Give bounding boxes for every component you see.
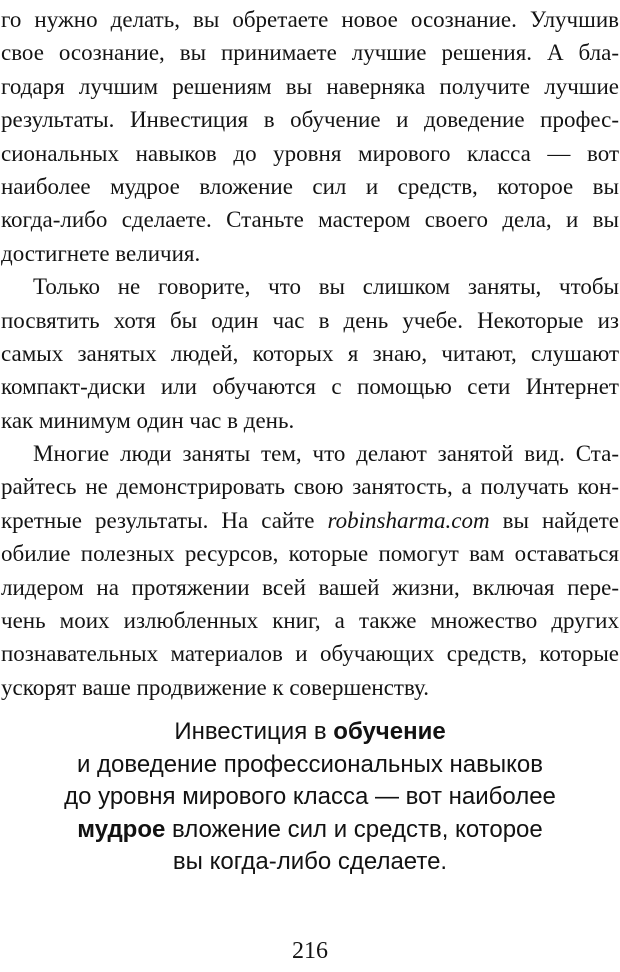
text-line bbox=[1, 237, 619, 270]
text-line bbox=[1, 370, 619, 403]
text-segment: и доведение профессиональных навыков bbox=[76, 750, 544, 778]
text-segment: обучение bbox=[333, 718, 446, 745]
text-segment: лидером на протяжении всей вашей жизни, включая пере- bbox=[1, 574, 619, 600]
text-segment: наиболее мудрое вложение сил и средств, которое вы bbox=[1, 173, 619, 199]
text-segment: когда-либо сделаете. Станьте мастером своего дела, и вы bbox=[1, 207, 619, 233]
text-segment: Инвестиция в bbox=[174, 718, 334, 745]
text-line bbox=[1, 470, 619, 503]
text-segment: компакт-диски или обучаются с помощью сети Интернет bbox=[1, 374, 619, 400]
text-segment: вы когда-либо сделаете. bbox=[172, 848, 448, 876]
text-line bbox=[1, 137, 619, 170]
body-paragraph bbox=[1, 3, 619, 270]
text-segment: вложение сил и средств, которое bbox=[165, 815, 543, 843]
text-segment: райтесь не демонстрировать свою занятость, а получать кон- bbox=[1, 474, 619, 500]
text-line bbox=[1, 604, 619, 637]
text-segment: как минимум один час в день. bbox=[1, 407, 295, 433]
text-line bbox=[1, 170, 619, 203]
pullquote-line bbox=[0, 846, 620, 879]
text-line bbox=[1, 671, 619, 704]
text-line bbox=[1, 36, 619, 69]
text-line bbox=[1, 637, 619, 670]
body-paragraph bbox=[1, 437, 619, 704]
page-number: 216 bbox=[292, 938, 328, 964]
text-line bbox=[1, 304, 619, 337]
text-segment: вы найдете bbox=[489, 507, 619, 533]
text-segment: обилие полезных ресурсов, которые помогут вам оставаться bbox=[1, 541, 619, 567]
text-segment: до уровня мирового класса — вот наиболее bbox=[64, 783, 556, 811]
text-segment: мудрое bbox=[77, 815, 166, 843]
text-segment: посвятить хотя бы один час в день учебе. Некоторые из bbox=[1, 307, 619, 333]
pullquote-line bbox=[0, 781, 620, 814]
text-segment: сиональных навыков до уровня мирового класса — вот bbox=[1, 140, 619, 166]
text-line bbox=[1, 504, 619, 537]
text-segment: ускорят ваше продвижение к совершенству. bbox=[1, 674, 429, 700]
text-segment: Только не говорите, что вы слишком заняты, чтобы bbox=[33, 274, 619, 300]
text-line bbox=[1, 203, 619, 236]
text-line bbox=[1, 103, 619, 136]
pullquote-line bbox=[0, 749, 620, 782]
text-line bbox=[1, 537, 619, 570]
text-segment: Многие люди заняты тем, что делают занятой вид. Ста- bbox=[33, 441, 619, 467]
text-segment: чень моих излюбленных книг, а также множество других bbox=[1, 608, 619, 634]
pullquote-line bbox=[0, 814, 620, 847]
text-line bbox=[1, 3, 619, 36]
text-line bbox=[1, 437, 619, 470]
text-line bbox=[1, 270, 619, 303]
text-segment: достигнете величия. bbox=[1, 240, 201, 266]
pullquote-line bbox=[0, 716, 620, 749]
text-segment: свое осознание, вы принимаете лучшие решения. А бла- bbox=[1, 40, 619, 66]
text-segment: познавательных материалов и обучающих средств, которые bbox=[1, 641, 619, 667]
text-line bbox=[1, 337, 619, 370]
body-paragraph bbox=[1, 270, 619, 437]
text-segment: годаря лучшим решениям вы наверняка получите лучшие bbox=[1, 73, 619, 99]
text-line bbox=[1, 70, 619, 103]
text-segment: го нужно делать, вы обретаете новое осознание. Улучшив bbox=[1, 7, 619, 32]
pullquote bbox=[0, 716, 620, 879]
text-segment: кретные результаты. На сайте bbox=[1, 507, 328, 533]
text-line bbox=[1, 404, 619, 437]
text-line bbox=[1, 571, 619, 604]
text-segment: результаты. Инвестиция в обучение и доведение профес- bbox=[1, 107, 619, 133]
text-segment: самых занятых людей, которых я знаю, читают, слушают bbox=[1, 340, 619, 366]
page-body bbox=[1, 3, 619, 704]
text-segment: robinsharma.com bbox=[327, 507, 490, 533]
